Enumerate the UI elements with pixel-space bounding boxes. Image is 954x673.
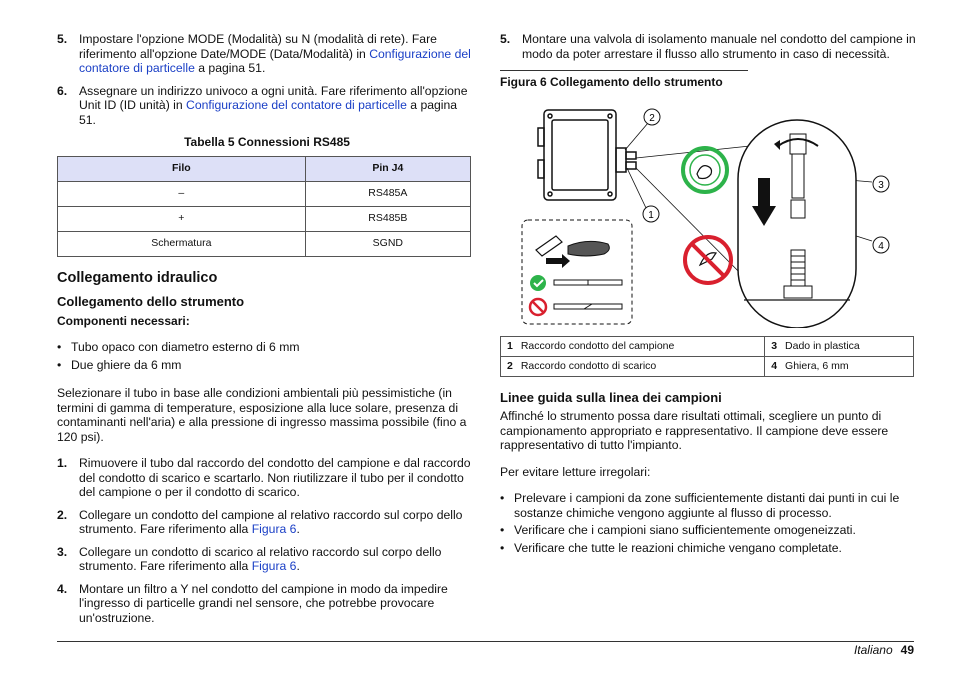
- subsection-title: Collegamento dello strumento: [57, 294, 245, 309]
- page-footer: [854, 643, 914, 657]
- legend-number: 4: [771, 359, 778, 372]
- table-cell: –: [58, 181, 306, 206]
- table-row: [58, 181, 471, 206]
- left-column: [57, 32, 477, 633]
- step-item: 4. Montare un filtro a Y nel condotto del campione in modo da impedire l'ingresso di particelle grandi nel sensore, che potrebbe provocare un'ostruzione.: [57, 581, 448, 625]
- legend-label: Dado in plastica: [785, 339, 860, 352]
- table-row: [58, 206, 471, 231]
- table-cell: RS485A: [305, 181, 470, 206]
- legend-label: Raccordo condotto di scarico: [520, 359, 657, 372]
- tube-paragraph: Selezionare il tubo in base alle condizioni ambientali più pessimistiche (in termini di gamma di temperature, esposizione alla luce solare, presenza di contaminanti nell'aria) e alla pressione di ingresso massima possibile (fino a 120 psi).: [57, 386, 467, 444]
- legend-label: Ghiera, 6 mm: [785, 359, 849, 372]
- guideline-item: • Prelevare i campioni da zone sufficientemente distanti dai punti in cui le sostanze chimiche vengono aggiunte al flusso di processo.: [500, 491, 920, 520]
- step-item: 5. Montare una valvola di isolamento manuale nel condotto del campione in modo da poter arrestare il flusso allo strumento in caso di necessità.: [500, 32, 916, 61]
- legend-label: Raccordo condotto del campione: [520, 339, 675, 352]
- figure-caption: Figura 6 Collegamento dello strumento: [500, 70, 748, 90]
- table-caption: Tabella 5 Connessioni RS485: [184, 135, 350, 149]
- svg-text:3: 3: [878, 179, 884, 191]
- footer-divider: [57, 641, 914, 642]
- rs485-table: [57, 156, 471, 257]
- guidelines-list: [500, 491, 920, 555]
- component-item: • Due ghiere da 6 mm: [57, 358, 477, 373]
- hand-tighten-ok-icon: [683, 148, 727, 192]
- instrument-connection-diagram: [500, 100, 914, 328]
- step-number: 2.: [57, 507, 68, 522]
- guideline-item: • Verificare che tutte le reazioni chimiche vengano completate.: [500, 541, 920, 556]
- svg-text:4: 4: [878, 240, 884, 252]
- table-row: [58, 231, 471, 256]
- table-cell: RS485B: [305, 206, 470, 231]
- guidelines-paragraph: Affinché lo strumento possa dare risultati ottimali, scegliere un punto di campionamento appropriato e rappresentativo. Il campione deve essere rappresentativo di tutto l'impianto.: [500, 409, 889, 452]
- step-item: 2. Collegare un condotto del campione al relativo raccordo sul corpo dello strumento. Fare riferimento alla Figura 6.: [57, 507, 463, 536]
- step-5: [500, 32, 920, 61]
- svg-text:1: 1: [648, 209, 654, 221]
- step-item: 5. Impostare l'opzione MODE (Modalità) su N (modalità di rete). Fare riferimento all'opzione Date/MODE (Data/Modalità) in Configurazione del contatore di particelle a pagina 51.: [57, 32, 471, 75]
- cross-reference-link[interactable]: Figura 6: [251, 522, 297, 536]
- callout-2: [644, 109, 660, 125]
- footer-language: Italiano: [853, 643, 893, 657]
- step-item: 6. Assegnare un indirizzo univoco a ogni unità. Fare riferimento all'opzione Unit ID (ID unità) in Configurazione del contatore di particelle a pagina 51.: [57, 83, 468, 127]
- page-number: 49: [900, 643, 914, 657]
- fitting-detail-zoom: [738, 120, 856, 328]
- cross-reference-link[interactable]: Configurazione del contatore di particelle: [186, 98, 407, 112]
- svg-text:2: 2: [649, 112, 655, 124]
- legend-row: [501, 356, 914, 376]
- step-number: 4.: [57, 581, 68, 596]
- callout-4: [873, 237, 889, 253]
- step-number: 6.: [57, 83, 68, 98]
- right-column: [500, 32, 920, 569]
- legend-cell: [501, 356, 765, 376]
- table-cell: Schermatura: [58, 231, 306, 256]
- components-label: Componenti necessari:: [57, 313, 190, 328]
- table-header-cell: Pin J4: [305, 156, 470, 181]
- callout-3: [873, 176, 889, 192]
- table-cell: +: [58, 206, 306, 231]
- legend-row: [501, 336, 914, 356]
- legend-number: 3: [771, 339, 778, 352]
- callout-1: [643, 206, 659, 222]
- legend-number: 2: [507, 359, 513, 372]
- components-list: [57, 340, 477, 372]
- step-number: 3.: [57, 544, 68, 559]
- irregular-readings-intro: Per evitare letture irregolari:: [500, 464, 651, 479]
- section-title: Collegamento idraulico: [57, 269, 218, 286]
- table-cell: SGND: [305, 231, 470, 256]
- steps-top: [57, 32, 477, 127]
- step-item: 3. Collegare un condotto di scarico al relativo raccordo sul corpo dello strumento. Fare riferimento alla Figura 6.: [57, 544, 442, 573]
- no-wrench-icon: [685, 237, 731, 283]
- legend-cell: [765, 356, 914, 376]
- instrument-body: [538, 110, 636, 200]
- cross-reference-link[interactable]: Figura 6: [251, 559, 297, 573]
- cross-reference-link[interactable]: Configurazione del contatore di particelle: [79, 46, 471, 75]
- step-number: 1.: [57, 456, 68, 470]
- step-number: 5.: [500, 32, 511, 46]
- guideline-item: • Verificare che i campioni siano sufficientemente omogeneizzati.: [500, 523, 920, 538]
- legend-cell: [501, 336, 765, 356]
- step-number: 5.: [57, 32, 68, 46]
- tube-cutting-inset: [522, 220, 632, 324]
- figure-legend: [500, 336, 914, 377]
- table-header-cell: Filo: [58, 156, 306, 181]
- connection-steps: [57, 456, 477, 625]
- legend-number: 1: [507, 339, 513, 352]
- step-item: 1. Rimuovere il tubo dal raccordo del condotto del campione e dal raccordo del condotto di scarico e scartarlo. Non riutilizzare il tubo per il condotto del campione o per il condotto di scarico.: [57, 456, 471, 499]
- figure-6: [500, 100, 914, 328]
- legend-cell: [765, 336, 914, 356]
- component-item: • Tubo opaco con diametro esterno di 6 mm: [57, 340, 477, 355]
- guidelines-title: Linee guida sulla linea dei campioni: [500, 389, 722, 405]
